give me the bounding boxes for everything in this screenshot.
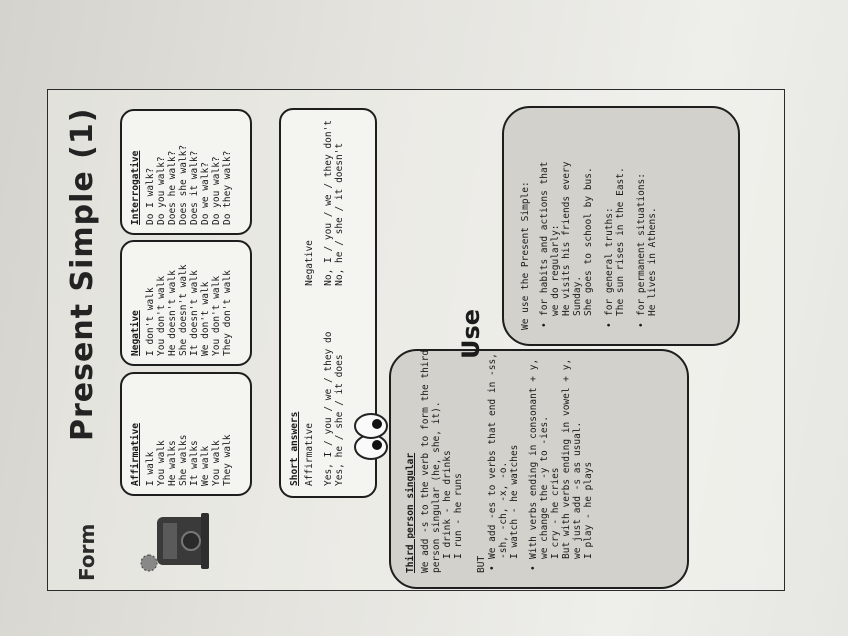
conjugation-line: We don't walk xyxy=(200,281,211,356)
example-line: I play - he plays xyxy=(583,461,594,559)
short-answers-affirmative-heading: Affirmative xyxy=(304,423,315,486)
use-box xyxy=(502,106,740,346)
rule-line: we change the -y to -ies. xyxy=(539,416,550,559)
conjugation-line: Do you walk? xyxy=(211,156,222,225)
example-line: I cry - he cries xyxy=(550,467,561,559)
conjugation-line: You don't walk xyxy=(211,275,222,356)
conjugation-line: They walk xyxy=(222,434,233,486)
conjugation-line: I don't walk xyxy=(145,287,156,356)
page-title: Present Simple (1) xyxy=(65,107,100,441)
conjugation-line: Do I walk? xyxy=(145,167,156,225)
conjugation-line: Do they walk? xyxy=(222,150,233,225)
example-line: I watch - he watches xyxy=(509,444,520,559)
third-person-box xyxy=(389,349,689,589)
use-line: • for habits and actions that xyxy=(539,122,550,330)
interrogative-box xyxy=(120,109,252,235)
rule-line: person singular (he, she, it). xyxy=(431,401,442,573)
rule-line: • We add -es to verbs that end in -ss, xyxy=(487,365,498,573)
third-person-heading: Third person singular xyxy=(405,452,416,573)
worksheet-content xyxy=(47,89,785,591)
negative-heading: Negative xyxy=(130,310,141,356)
example-line: He lives in Athens. xyxy=(647,207,658,316)
short-answer-line: Yes, he / she / it does xyxy=(334,354,345,486)
use-intro: We use the Present Simple: xyxy=(520,181,531,330)
conjugation-line: It doesn't walk xyxy=(189,270,200,356)
conjugation-line: Does he walk? xyxy=(167,150,178,225)
example-line: Sunday. xyxy=(572,275,583,316)
conjugation-line: Does she walk? xyxy=(178,144,189,225)
example-line: I drink - he drinks xyxy=(442,450,453,559)
use-line: • for permanent situations: xyxy=(636,122,647,330)
short-answer-line: Yes, I / you / we / they do xyxy=(323,331,334,486)
use-heading: Use xyxy=(457,308,485,359)
conjugation-line: She walks xyxy=(178,434,189,486)
form-heading: Form xyxy=(75,523,99,581)
negative-box xyxy=(120,240,252,366)
conjugation-line: She doesn't walk xyxy=(178,264,189,356)
conjugation-line: I walk xyxy=(145,451,156,486)
conjugation-line: They don't walk xyxy=(222,270,233,356)
short-answer-line: No, I / you / we / they don't xyxy=(323,120,334,286)
rule-line: • With verbs ending in consonant + y, xyxy=(528,365,539,573)
rule-line: we just add -s as usual. xyxy=(572,421,583,559)
example-line: She goes to school by bus. xyxy=(583,167,594,316)
typewriter-icon xyxy=(139,505,217,575)
short-answers-negative-heading: Negative xyxy=(304,240,315,286)
example-line: I run - he runs xyxy=(453,473,464,559)
rule-line: We add -s to the verb to form the third xyxy=(420,349,431,573)
short-answers-heading: Short answers xyxy=(289,411,300,486)
eyes-icon xyxy=(347,411,395,463)
example-line: The sun rises in the East. xyxy=(615,167,626,316)
conjugation-line: It walks xyxy=(189,440,200,486)
use-line: • for general truths: xyxy=(604,122,615,330)
conjugation-line: You walk xyxy=(211,440,222,486)
rule-line: -sh, -ch, -x, -o. xyxy=(498,461,509,559)
conjugation-line: He doesn't walk xyxy=(167,270,178,356)
short-answer-line: No, he / she / it doesn't xyxy=(334,142,345,286)
affirmative-heading: Affirmative xyxy=(130,423,141,486)
conjugation-line: He walks xyxy=(167,440,178,486)
interrogative-heading: Interrogative xyxy=(130,150,141,225)
conjugation-line: You walk xyxy=(156,440,167,486)
conjugation-line: Does it walk? xyxy=(189,150,200,225)
conjugation-line: Do we walk? xyxy=(200,162,211,225)
but-label: BUT xyxy=(476,555,487,573)
example-line: He visits his friends every xyxy=(561,161,572,316)
rule-line: But with verbs ending in vowel + y, xyxy=(561,358,572,559)
use-line: we do regularly: xyxy=(550,224,561,316)
conjugation-line: You don't walk xyxy=(156,275,167,356)
affirmative-box xyxy=(120,372,252,496)
conjugation-line: We walk xyxy=(200,445,211,486)
conjugation-line: Do you walk? xyxy=(156,156,167,225)
